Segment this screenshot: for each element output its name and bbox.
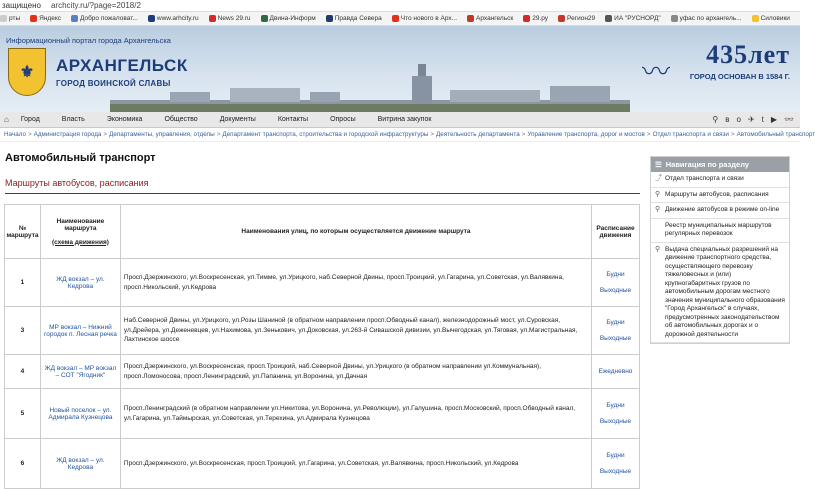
twitter-icon[interactable]: t	[761, 115, 764, 124]
bookmark-label: Добро пожаловат...	[79, 15, 138, 22]
bookmark-label: Регион29	[567, 15, 596, 22]
site-banner	[0, 26, 800, 112]
route-streets: Просп.Дзержинского, ул.Воскресенская, просп.Троицкий, ул.Гагарина, ул.Советская, ул.Валявкина, просп.Никольский, ул.Кедрова	[120, 439, 591, 489]
breadcrumb-link[interactable]: Автомобильный транспорт	[736, 131, 815, 138]
bookmark-label: рты	[9, 15, 21, 22]
portal-caption: Информационный портал города Архангельска	[6, 36, 171, 45]
accessibility-icon[interactable]: 👓	[784, 115, 794, 124]
route-number: 6	[5, 439, 41, 489]
anniversary-text: 435лет	[706, 40, 790, 69]
telegram-icon[interactable]: ✈	[747, 115, 755, 124]
breadcrumb-link[interactable]: Деятельность департамента	[436, 131, 520, 138]
sidebar-item-icon: ⚲	[655, 206, 661, 213]
url-text[interactable]: archcity.ru/?page=2018/2	[50, 1, 141, 10]
table-row	[5, 389, 640, 439]
col-header-number: № маршрута	[5, 205, 41, 259]
bookmark-item[interactable]	[558, 15, 595, 22]
bookmark-favicon-icon	[30, 15, 37, 22]
table-row	[5, 307, 640, 355]
nav-item[interactable]: Документы	[219, 116, 256, 123]
bookmark-favicon-icon	[523, 15, 530, 22]
bookmark-item[interactable]	[605, 15, 661, 22]
search-icon[interactable]: ⚲	[712, 115, 719, 124]
bookmark-item[interactable]	[71, 15, 138, 22]
breadcrumb-separator: >	[27, 131, 32, 138]
route-streets: Наб.Северной Двины, ул.Урицкого, ул.Розы Шаниной (в обратном направлении просп.Обводный канал), железнодорожный мост, ул.Суровская, ул.Дрейера, ул.Деженевцев, ул.Нахимова, ул.Зенькович, ул.Доковская, ул.263-й Сивашской дивизии, ул.Вычегодская, ул.Тяговая, ул.Магистральная, Лахтинское шоссе	[120, 307, 591, 355]
breadcrumb-link[interactable]: Управление транспорта, дорог и мостов	[527, 131, 645, 138]
bookmark-item[interactable]	[671, 15, 742, 22]
schedule-weekend-link[interactable]: Выходные	[599, 467, 632, 475]
city-title[interactable]: АРХАНГЕЛЬСК	[56, 56, 188, 75]
anniversary-wave-icon: 〰	[641, 55, 670, 88]
bookmark-favicon-icon	[209, 15, 216, 22]
schedule-daily-link[interactable]: Ежедневно	[598, 367, 633, 375]
main-nav	[0, 112, 800, 128]
page-title: Автомобильный транспорт	[5, 152, 156, 164]
schedule-weekend-link[interactable]: Выходные	[599, 417, 632, 425]
route-name-link[interactable]: ЖД вокзал – ул. Кедрова	[40, 439, 120, 489]
breadcrumb-separator: >	[730, 131, 735, 138]
breadcrumb-link[interactable]: Департаменты, управления, отделы	[109, 131, 215, 138]
schedule-weekend-link[interactable]: Выходные	[599, 334, 632, 342]
bookmark-item[interactable]	[467, 15, 513, 22]
bookmark-label: ИА "РУСНОРД"	[614, 15, 661, 22]
youtube-icon[interactable]: ▶	[770, 115, 778, 124]
anniversary-block	[640, 40, 790, 81]
route-schedule	[592, 307, 640, 355]
bookmark-favicon-icon	[392, 15, 399, 22]
col-header-streets: Наименования улиц, по которым осуществляется движение маршрута	[120, 205, 591, 259]
breadcrumb-separator: >	[216, 131, 221, 138]
breadcrumb-link[interactable]: Отдел транспорта и связи	[652, 131, 729, 138]
breadcrumb-separator: >	[103, 131, 108, 138]
bookmark-favicon-icon	[558, 15, 565, 22]
bookmark-label: News 29.ru	[217, 15, 251, 22]
section-navigation-title: Навигация по разделу	[665, 160, 750, 169]
bookmark-item[interactable]	[261, 15, 316, 22]
col-header-name	[40, 205, 120, 259]
route-name-link[interactable]: ЖД вокзал – МР вокзал – СОТ "Ягодник"	[40, 355, 120, 389]
bookmark-label: уфас по архангель...	[679, 15, 742, 22]
nav-item[interactable]: Витрина закупок	[377, 116, 432, 123]
security-label: защищено	[2, 1, 41, 10]
sidebar-item-label: Выдача специальных разрешений на движение транспортного средства, осуществляющего перевозку тяжеловесных и (или) крупногабаритных грузов по автомобильным дорогам местного значения муниципального образования "Город Архангельск" в случаях, предусмотренных законодательством об автомобильных дорогах и о дорожной деятельности	[665, 245, 785, 338]
sidebar-item-icon	[655, 222, 662, 239]
nav-item[interactable]: Город	[20, 116, 40, 123]
bookmark-favicon-icon	[71, 15, 78, 22]
bookmark-label: Двина-Информ	[269, 15, 316, 22]
route-schedule	[592, 439, 640, 489]
route-schedule	[592, 355, 640, 389]
bookmark-item[interactable]	[392, 15, 457, 22]
bookmark-label: Силовики	[760, 15, 790, 22]
nav-item[interactable]: Экономика	[106, 116, 143, 123]
breadcrumb	[0, 128, 815, 142]
founded-text: ГОРОД ОСНОВАН В 1584 Г.	[689, 72, 790, 81]
ok-icon[interactable]: о	[736, 115, 741, 124]
bookmark-favicon-icon	[326, 15, 333, 22]
bookmark-item[interactable]	[752, 15, 790, 22]
table-row	[5, 439, 640, 489]
bookmark-item[interactable]	[30, 15, 61, 22]
section-navigation-header	[651, 157, 789, 172]
bookmark-favicon-icon	[261, 15, 268, 22]
schedule-weekend-link[interactable]: Выходные	[599, 286, 632, 294]
route-streets: Просп.Ленинградский (в обратном направлении ул.Никитова, ул.Воронина, ул.Революции), ул.Галушина, просп.Московский, просп.Обводный канал, ул.Гагарина, ул.Таймырская, ул.Советская, ул.Терехина, ул.Адмирала Кузнецова	[120, 389, 591, 439]
page-subtitle: Маршруты автобусов, расписания	[5, 178, 149, 188]
bookmark-item[interactable]	[0, 15, 20, 22]
main-content	[0, 142, 645, 486]
vk-icon[interactable]: в	[725, 115, 730, 124]
schedule-weekday-link[interactable]: Будни	[606, 401, 625, 409]
bookmark-item[interactable]	[523, 15, 548, 22]
sidebar-item[interactable]	[651, 172, 789, 188]
schedule-weekday-link[interactable]: Будни	[606, 270, 625, 278]
sidebar-item[interactable]	[651, 203, 789, 219]
home-icon[interactable]: ⌂	[4, 115, 9, 124]
sidebar-item-icon: ⚲	[655, 190, 661, 198]
bookmark-label: www.arhcity.ru	[156, 15, 199, 22]
breadcrumb-separator: >	[646, 131, 651, 138]
col-header-scheme[interactable]: (схема движения)	[51, 238, 109, 246]
city-motto: ГОРОД ВОИНСКОЙ СЛАВЫ	[56, 79, 171, 88]
bookmark-favicon-icon	[671, 15, 678, 22]
table-row	[5, 355, 640, 389]
bookmark-favicon-icon	[752, 15, 759, 22]
breadcrumb-link[interactable]: Департамент транспорта, строительства и городской инфраструктуры	[222, 131, 429, 138]
bookmark-label: 29.ру	[532, 15, 549, 22]
bookmark-item[interactable]	[148, 15, 199, 22]
breadcrumb-link[interactable]: Администрация города	[33, 131, 102, 138]
bookmarks-bar	[0, 12, 800, 26]
nav-item[interactable]: Контакты	[277, 116, 309, 123]
bookmark-favicon-icon	[467, 15, 474, 22]
nav-item[interactable]: Общество	[164, 116, 198, 123]
route-schedule	[592, 259, 640, 307]
bookmark-label: Архангельск	[476, 15, 514, 22]
breadcrumb-separator: >	[430, 131, 435, 138]
route-number: 3	[5, 307, 41, 355]
routes-table	[4, 204, 640, 489]
col-header-schedule: Расписание движения	[592, 205, 640, 259]
divider	[5, 193, 640, 194]
bookmark-favicon-icon	[148, 15, 155, 22]
sidebar-item-label: Маршруты автобусов, расписания	[665, 190, 769, 198]
col-header-name-label: Наименование маршрута	[56, 217, 105, 232]
sidebar-item-label: Отдел транспорта и связи	[665, 175, 744, 182]
nav-item[interactable]: Власть	[61, 116, 85, 123]
schedule-weekday-link[interactable]: Будни	[606, 318, 625, 326]
route-schedule	[592, 389, 640, 439]
route-name-link[interactable]: ЖД вокзал – ул. Кедрова	[40, 259, 120, 307]
bookmark-favicon-icon	[605, 15, 612, 22]
sidebar-item[interactable]	[651, 219, 789, 243]
sidebar-item[interactable]	[651, 188, 789, 204]
bookmark-item[interactable]	[326, 15, 382, 22]
coat-of-arms-icon[interactable]: ⚜	[8, 48, 46, 96]
schedule-weekday-link[interactable]: Будни	[606, 451, 625, 459]
table-row	[5, 259, 640, 307]
city-skyline-image	[110, 62, 630, 112]
bookmark-item[interactable]	[209, 15, 251, 22]
address-bar[interactable]	[0, 0, 800, 12]
route-number: 4	[5, 355, 41, 389]
route-number: 5	[5, 389, 41, 439]
bookmark-favicon-icon	[0, 15, 7, 22]
social-icons	[712, 115, 800, 124]
bookmark-label: Яндекс	[39, 15, 61, 22]
bookmark-label: Правда Севера	[334, 15, 382, 22]
bookmark-label: Что нового в Арх...	[400, 15, 458, 22]
route-name-link[interactable]: Новый поселок – ул. Адмирала Кузнецова	[40, 389, 120, 439]
nav-item[interactable]: Опросы	[330, 116, 356, 123]
sidebar-item-label: Реестр муниципальных маршрутов регулярных перевозок	[665, 221, 772, 237]
breadcrumb-link[interactable]: Начало	[4, 131, 26, 138]
sidebar-item[interactable]	[651, 243, 789, 344]
route-streets: Просп.Дзержинского, ул.Воскресенская, просп.Троицкий, наб.Северной Двины, ул.Урицкого (в обратном направлении ул.Коммунальная), просп.Ломоносова, просп.Ленинградский, ул.Папанина, ул.Воронина, ул.Дачная	[120, 355, 591, 389]
route-streets: Просп.Дзержинского, ул.Воскресенская, ул.Тимме, ул.Урицкого, наб.Северной Двины, просп.Троицкий, ул.Гагарина, ул.Советская, ул.Валявкина, просп.Никольский, ул.Кедрова	[120, 259, 591, 307]
sidebar-item-label: Движение автобусов в режиме on-line	[665, 206, 780, 213]
route-number: 1	[5, 259, 41, 307]
breadcrumb-separator: >	[521, 131, 526, 138]
sidebar-item-icon: ⚲	[655, 245, 661, 253]
route-name-link[interactable]: МР вокзал – Нижний городок п. Лесная речка	[40, 307, 120, 355]
sidebar-item-icon: ⤴	[655, 175, 662, 182]
menu-icon: ☰	[655, 160, 662, 169]
section-navigation	[650, 156, 790, 344]
